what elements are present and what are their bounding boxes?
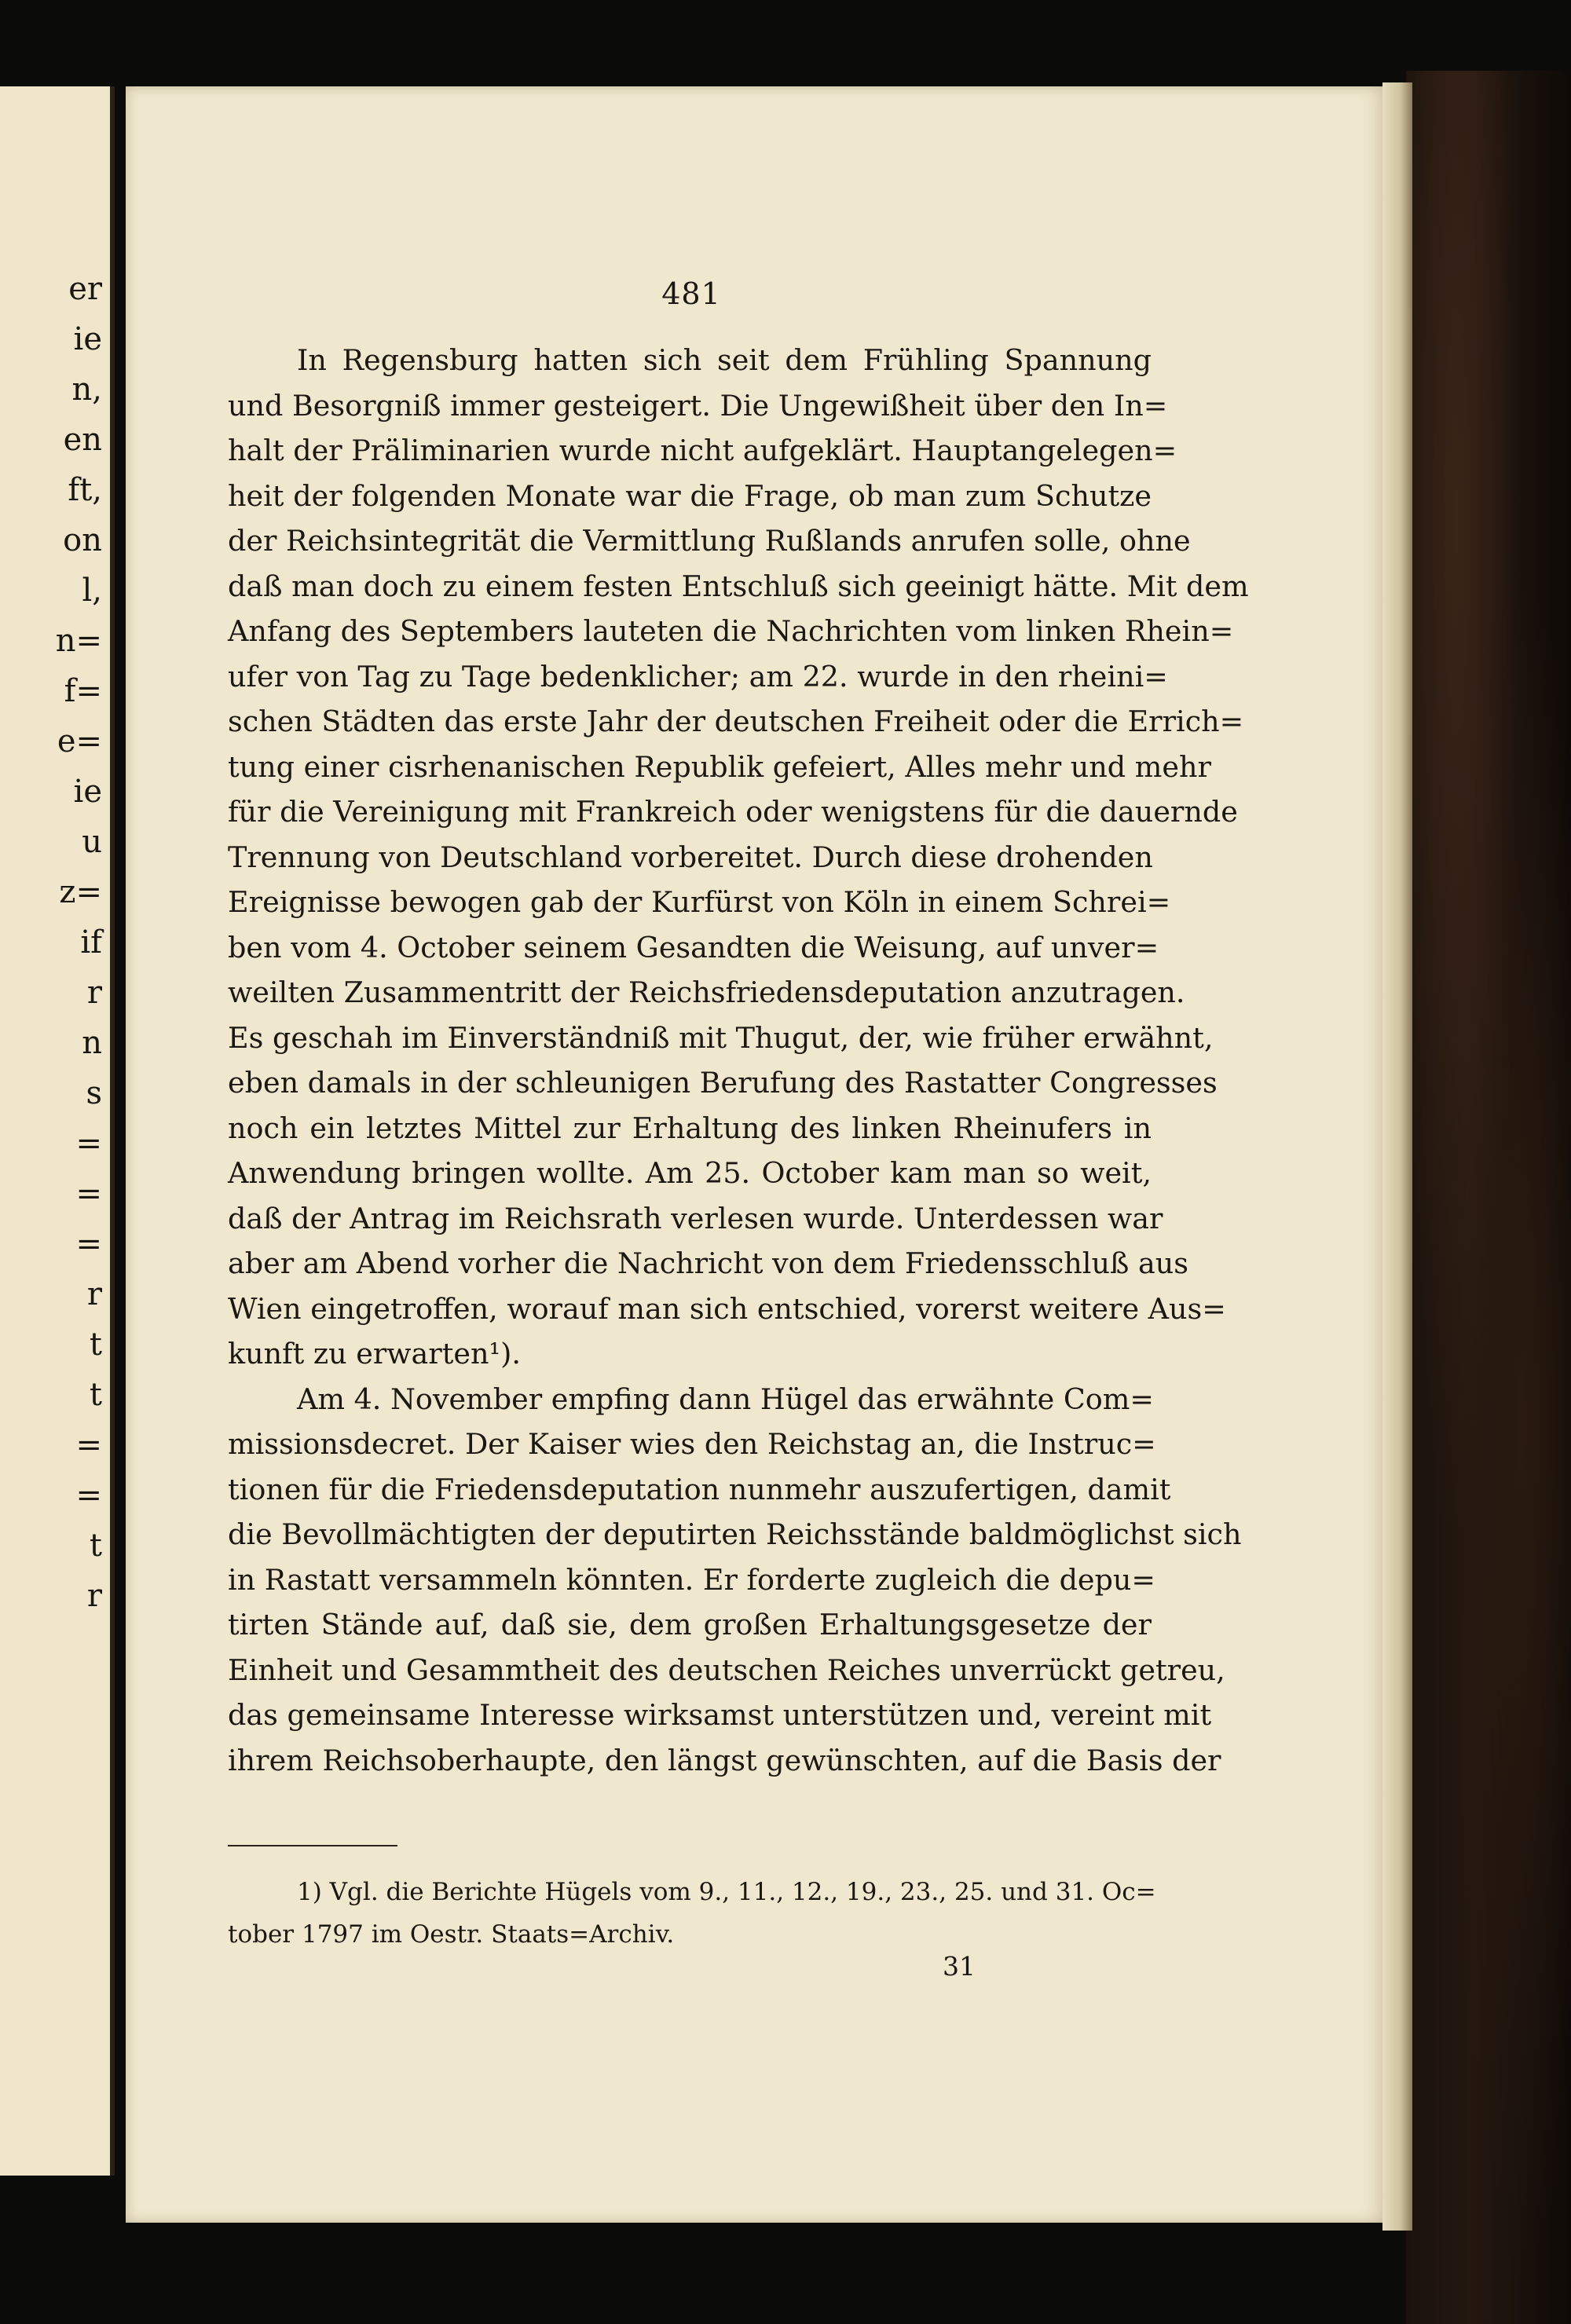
left-page-fragment: er [68,271,102,307]
left-page-fragment: r [86,1276,102,1312]
body-line: tung einer cisrhenanischen Republik gefeiert, Alles mehr und mehr [228,749,1211,784]
body-line: der Reichsintegrität die Vermittlung Rußlands anrufen solle, ohne [228,524,1191,558]
left-page-fragment: n= [55,623,102,659]
body-line: Trennung von Deutschland vorbereitet. Durch diese drohenden [228,840,1153,874]
body-line: kunft zu erwarten¹). [228,1337,522,1371]
body-line: halt der Präliminarien wurde nicht aufgeklärt. Hauptangelegen= [228,434,1177,467]
left-page-fragment: u [82,824,102,860]
page-number: 481 [661,276,721,311]
body-line: daß man doch zu einem festen Entschluß sich geeinigt hätte. Mit dem [228,569,1249,603]
footnote-line: tober 1797 im Oestr. Staats=Archiv. [228,1920,675,1949]
body-line: die Bevollmächtigten der deputirten Reichsstände baldmöglichst sich [228,1517,1242,1551]
printer-signature-mark: 31 [943,1951,976,1982]
left-page-fragment: z= [59,874,102,910]
left-page-fragment: = [75,1176,102,1212]
left-page-fragment: e= [57,723,102,759]
left-page-fragment: r [86,1578,102,1614]
body-line: ihrem Reichsoberhaupte, den längst gewünschten, auf die Basis der [228,1743,1221,1777]
body-line: Ereignisse bewogen gab der Kurfürst von Köln in einem Schrei= [228,885,1171,919]
body-line: Wien eingetroffen, worauf man sich entschied, vorerst weitere Aus= [228,1291,1226,1326]
body-line: eben damals in der schleunigen Berufung des Rastatter Congresses [228,1066,1218,1100]
left-page-fragment: r [86,975,102,1011]
left-page-fragment: l, [82,573,102,609]
left-facing-page [0,86,115,2176]
page-edge [1382,82,1412,2231]
left-page-fragment: t [89,1377,102,1413]
body-line: Es geschah im Einverständniß mit Thugut, der, wie früher erwähnt, [228,1020,1214,1055]
body-line: und Besorgniß immer gesteigert. Die Ungewißheit über den In= [228,388,1168,423]
left-page-fragment: t [89,1528,102,1564]
body-line: Anfang des Septembers lauteten die Nachrichten vom linken Rhein= [228,614,1234,648]
body-text [228,338,1249,1783]
body-line: tirten Stände auf, daß sie, dem großen Erhaltungsgesetze der [228,1608,1152,1641]
left-page-fragment: = [75,1125,102,1162]
body-line: Anwendung bringen wollte. Am 25. October kam man so weit, [228,1156,1152,1190]
body-line: Einheit und Gesammtheit des deutschen Reiches unverrückt getreu, [228,1652,1225,1687]
left-page-fragment: if [80,924,102,961]
footnote [228,1871,1156,1956]
book-marbled-edge [1406,71,1571,2324]
left-page-fragment: n, [71,371,102,408]
body-line: tionen für die Friedensdeputation nunmehr auszufertigen, damit [228,1472,1171,1506]
body-line: daß der Antrag im Reichsrath verlesen wurde. Unterdessen war [228,1201,1163,1235]
body-line: In Regensburg hatten sich seit dem Frühling Spannung [297,343,1152,377]
body-line: weilten Zusammentritt der Reichsfriedensdeputation anzutragen. [228,975,1185,1009]
body-line: noch ein letztes Mittel zur Erhaltung des linken Rheinufers in [228,1111,1152,1145]
left-page-fragment: s [86,1075,102,1111]
body-line: schen Städten das erste Jahr der deutschen Freiheit oder die Errich= [228,705,1244,738]
body-line: in Rastatt versammeln könnten. Er forderte zugleich die depu= [228,1562,1155,1597]
left-page-fragment: t [89,1327,102,1363]
body-line: für die Vereinigung mit Frankreich oder wenigstens für die dauernde [228,795,1238,829]
body-line: Am 4. November empfing dann Hügel das erwähnte Com= [297,1382,1154,1416]
left-page-fragment: n [82,1025,102,1061]
body-line: ben vom 4. October seinem Gesandten die Weisung, auf unver= [228,930,1159,964]
body-line: ufer von Tag zu Tage bedenklicher; am 22. wurde in den rheini= [228,659,1168,694]
body-line: das gemeinsame Interesse wirksamst unterstützen und, vereint mit [228,1698,1212,1732]
left-page-fragment: = [75,1226,102,1262]
left-page-fragment: = [75,1477,102,1513]
footnote-line: 1) Vgl. die Berichte Hügels vom 9., 11., 12., 19., 23., 25. und 31. Oc= [297,1878,1156,1906]
footnote-separator [228,1845,397,1846]
left-page-fragment: on [63,522,102,558]
left-page-fragment: f= [64,673,102,709]
left-page-fragment: ft, [68,472,102,508]
left-page-fragment: ie [73,321,102,357]
body-line: missionsdecret. Der Kaiser wies den Reichstag an, die Instruc= [228,1427,1156,1461]
body-line: heit der folgenden Monate war die Frage, ob man zum Schutze [228,478,1152,513]
left-page-fragment: en [63,422,102,458]
left-page-fragment: ie [73,774,102,810]
body-line: aber am Abend vorher die Nachricht von dem Friedensschluß aus [228,1246,1188,1280]
left-page-fragment: = [75,1427,102,1463]
